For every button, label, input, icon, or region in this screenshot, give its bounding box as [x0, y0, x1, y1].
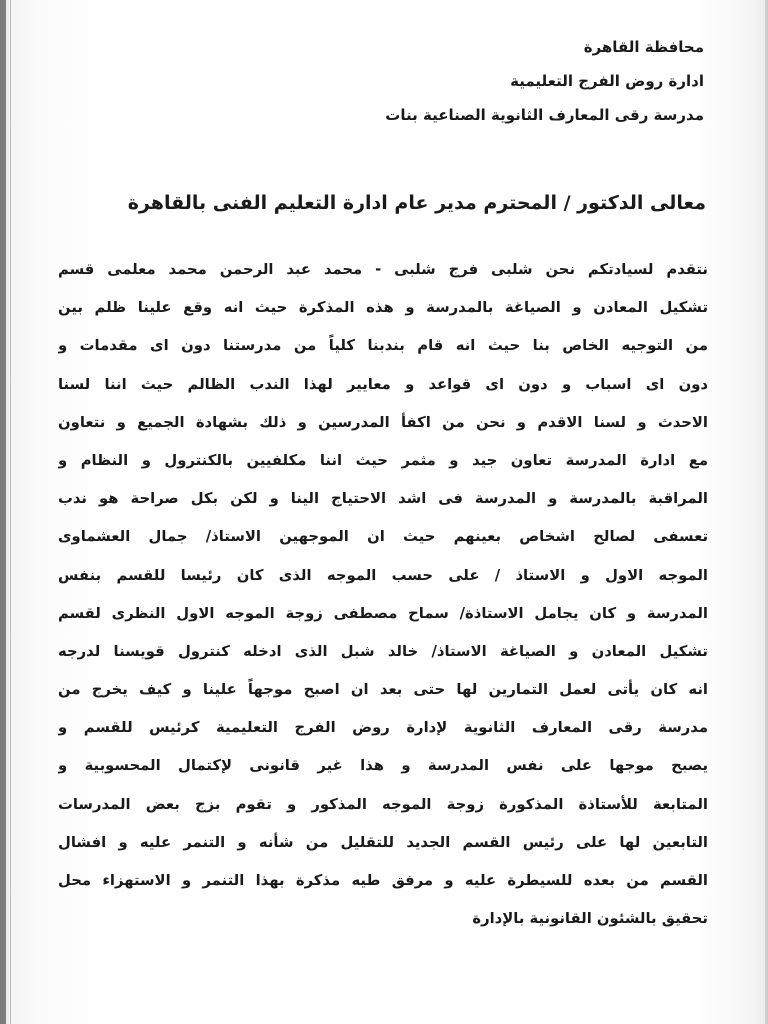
body-line-last: تحقيق بالشئون القانونية بالإدارة: [472, 910, 708, 928]
body-line: الموجه الاول و الاستاذ / على حسب الموجه الذى كان رئيسا للقسم بنفس: [58, 566, 708, 584]
letterhead-school: مدرسة رقى المعارف الثانوية الصناعية بنات: [385, 106, 704, 124]
body-line: مع ادارة المدرسة تعاون جيد و مثمر حيث اننا مكلفيين بالكنترول و النظام و: [58, 451, 708, 469]
body-line: نتقدم لسيادتكم نحن شلبى فرج شلبى - محمد عبد الرحمن محمد معلمى قسم: [58, 261, 708, 278]
body-line: الاحدث و لسنا الاقدم و نحن من اكفأ المدرسين و ذلك بشهادة الجميع و نتعاون: [58, 413, 708, 431]
body-line: انه كان يأتى لعمل التمارين لها حتى بعد ان اصبح موجهاً علينا و كيف يخرج من: [58, 681, 708, 699]
scan-edge-line: [10, 0, 11, 1024]
letterhead-governorate: محافظة القاهرة: [583, 38, 704, 56]
body-line: يصبح موجها على نفس المدرسة و هذا غير قانونى لإكتمال المحسوبية و: [58, 757, 708, 775]
body-line: تعسفى لصالح اشخاص بعينهم حيث ان الموجهين الاستاذ/ جمال العشماوى: [58, 528, 708, 546]
body-line: تشكيل المعادن و الصياغة الاستاذ/ خالد شبل الذى ادخله كنترول قويسنا لدرجه: [58, 642, 708, 660]
body-line: القسم من بعده للسيطرة عليه و مرفق طيه مذكرة بهذا التنمر و الاستهزاء محل: [58, 872, 708, 889]
salutation: معالى الدكتور / المحترم مدير عام ادارة التعليم الفنى بالقاهرة: [127, 192, 706, 214]
body-line: دون اى اسباب و دون اى قواعد و معايير لهذا الندب الظالم حيث اننا لسنا: [58, 375, 708, 393]
scan-shadow-left: [0, 0, 6, 1024]
body-line: المدرسة و كان يجامل الاستاذة/ سماح مصطفى زوجة الموجه الاول النظرى لقسم: [58, 604, 708, 622]
body-line: المراقبة بالمدرسة و المدرسة فى اشد الاحتياج الينا و لكن بكل صراحة هو ندب: [58, 490, 708, 508]
letterhead-administration: ادارة روض الفرج التعليمية: [510, 72, 704, 90]
body-line: التابعين لها على رئيس القسم الجديد للتقليل من شأنه و التنمر عليه و افشال: [58, 833, 708, 851]
body-line: المتابعة للأستاذة المذكورة زوجة الموجه المذكور و تقوم بزج بعض المدرسات: [58, 795, 708, 813]
body-line: من التوجيه الخاص بنا حيث انه قام بندبنا كلياً من مدرستنا دون اى مقدمات و: [58, 337, 708, 355]
letterhead: [385, 30, 704, 132]
body-line: مدرسة رقى المعارف الثانوية لإدارة روض الفرج التعليمية كرئيس للقسم و: [58, 719, 708, 737]
letter-body: [58, 257, 708, 944]
body-line: تشكيل المعادن و الصياغة بالمدرسة و هذه المذكرة حيث انه وقع علينا ظلم بين: [58, 299, 708, 317]
